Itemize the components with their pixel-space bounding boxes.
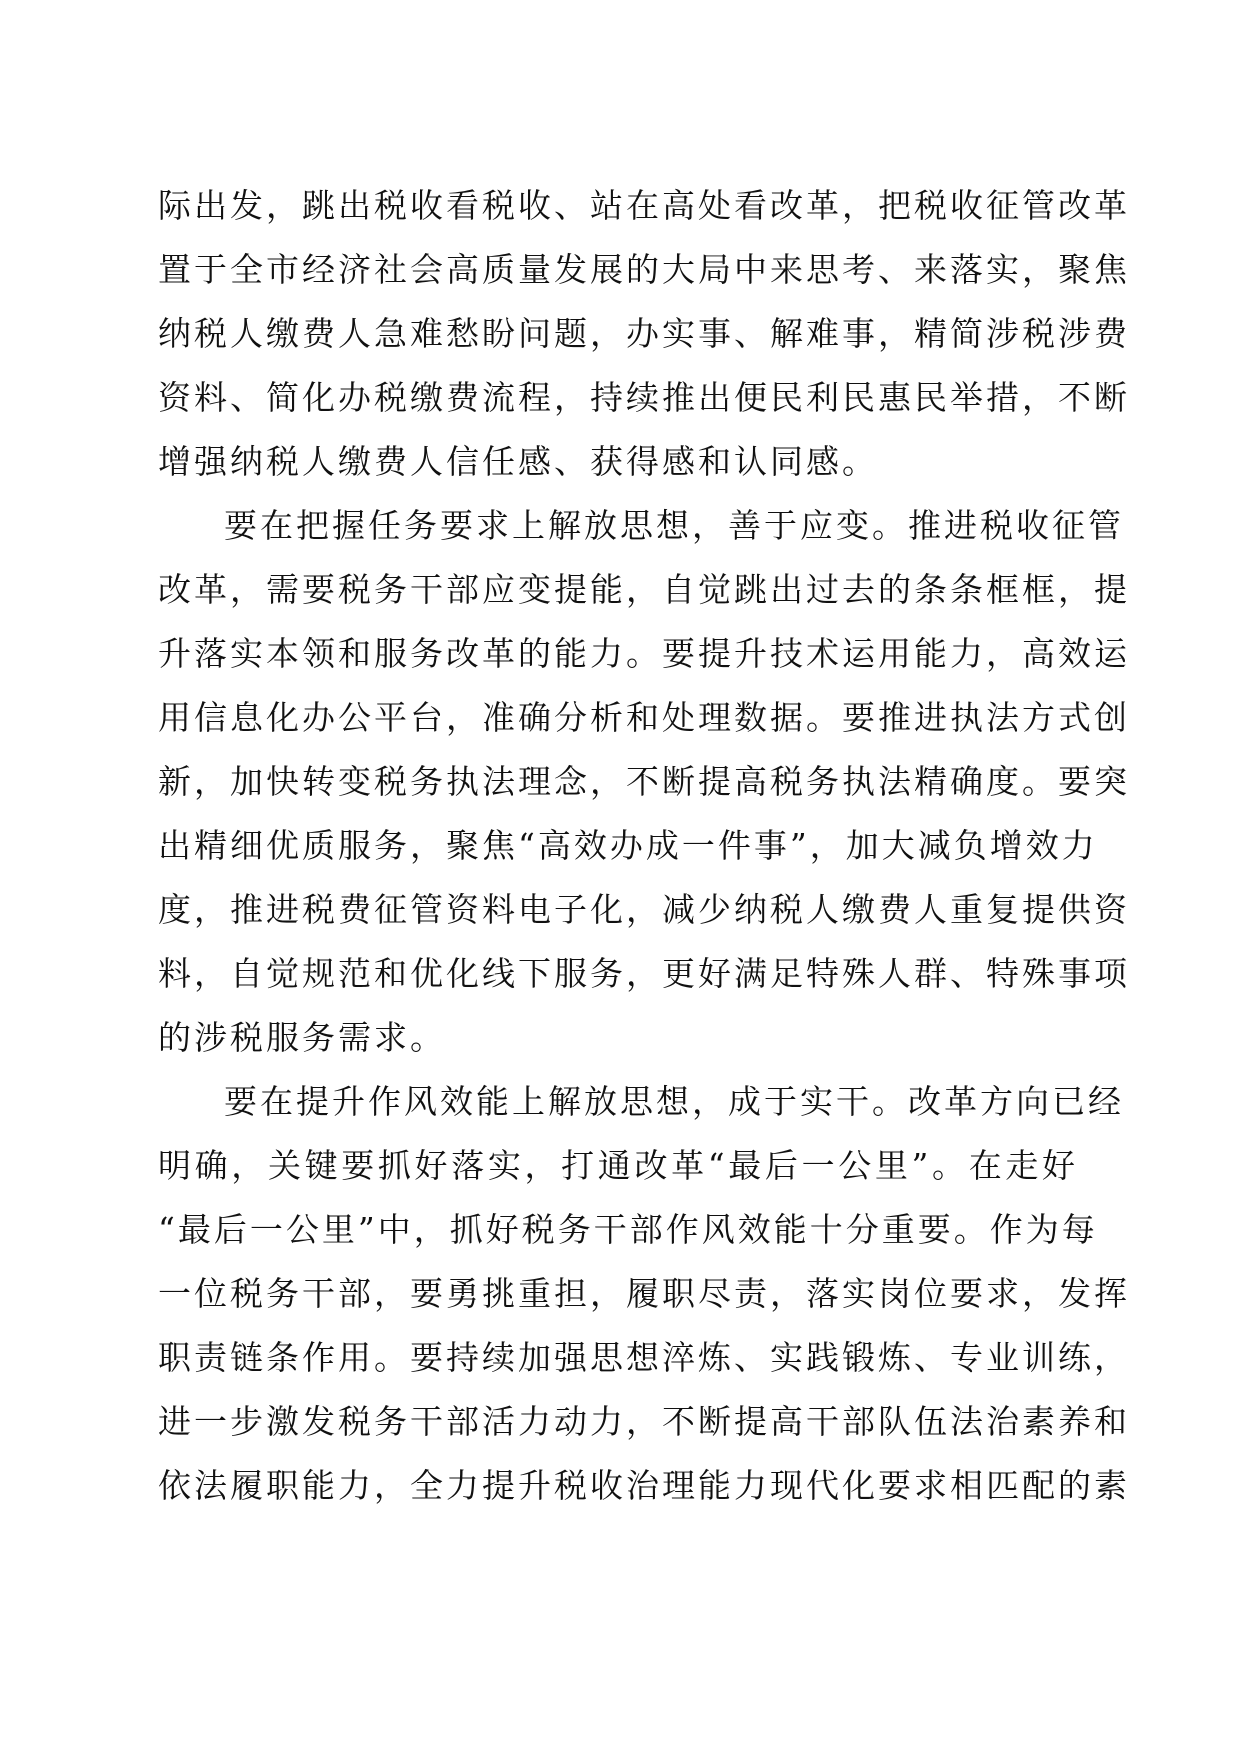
text-line: 新，加快转变税务执法理念，不断提高税务执法精确度。要突 xyxy=(158,762,1130,801)
text-line: 纳税人缴费人急难愁盼问题，办实事、解难事，精简涉税涉费 xyxy=(158,314,1130,353)
paragraph-2 xyxy=(158,494,1130,1070)
document-body xyxy=(158,174,1130,1518)
paragraph-3 xyxy=(158,1070,1130,1518)
text-line: 要在提升作风效能上解放思想，成于实干。改革方向已经 xyxy=(224,1082,1124,1121)
text-line: 职责链条作用。要持续加强思想淬炼、实践锻炼、专业训练， xyxy=(158,1338,1130,1377)
text-line: 改革，需要税务干部应变提能，自觉跳出过去的条条框框，提 xyxy=(158,570,1130,609)
text-line: 际出发，跳出税收看税收、站在高处看改革，把税收征管改革 xyxy=(158,186,1130,225)
text-line: 依法履职能力，全力提升税收治理能力现代化要求相匹配的素 xyxy=(158,1466,1130,1505)
text-line: 的涉税服务需求。 xyxy=(158,1018,446,1057)
text-line: 度，推进税费征管资料电子化，减少纳税人缴费人重复提供资 xyxy=(158,890,1130,929)
text-line: 明确，关键要抓好落实，打通改革“最后一公里”。在走好 xyxy=(158,1146,1078,1185)
text-line: “最后一公里”中，抓好税务干部作风效能十分重要。作为每 xyxy=(158,1210,1098,1249)
text-line: 资料、简化办税缴费流程，持续推出便民利民惠民举措，不断 xyxy=(158,378,1130,417)
text-line: 进一步激发税务干部活力动力，不断提高干部队伍法治素养和 xyxy=(158,1402,1130,1441)
text-line: 出精细优质服务，聚焦“高效办成一件事”，加大减负增效力 xyxy=(158,826,1098,865)
text-line: 升落实本领和服务改革的能力。要提升技术运用能力，高效运 xyxy=(158,634,1130,673)
text-line: 置于全市经济社会高质量发展的大局中来思考、来落实，聚焦 xyxy=(158,250,1130,289)
paragraph-1 xyxy=(158,174,1130,494)
text-line: 一位税务干部，要勇挑重担，履职尽责，落实岗位要求，发挥 xyxy=(158,1274,1130,1313)
text-line: 要在把握任务要求上解放思想，善于应变。推进税收征管 xyxy=(224,506,1124,545)
text-line: 用信息化办公平台，准确分析和处理数据。要推进执法方式创 xyxy=(158,698,1130,737)
text-line: 增强纳税人缴费人信任感、获得感和认同感。 xyxy=(158,442,878,481)
text-line: 料，自觉规范和优化线下服务，更好满足特殊人群、特殊事项 xyxy=(158,954,1130,993)
